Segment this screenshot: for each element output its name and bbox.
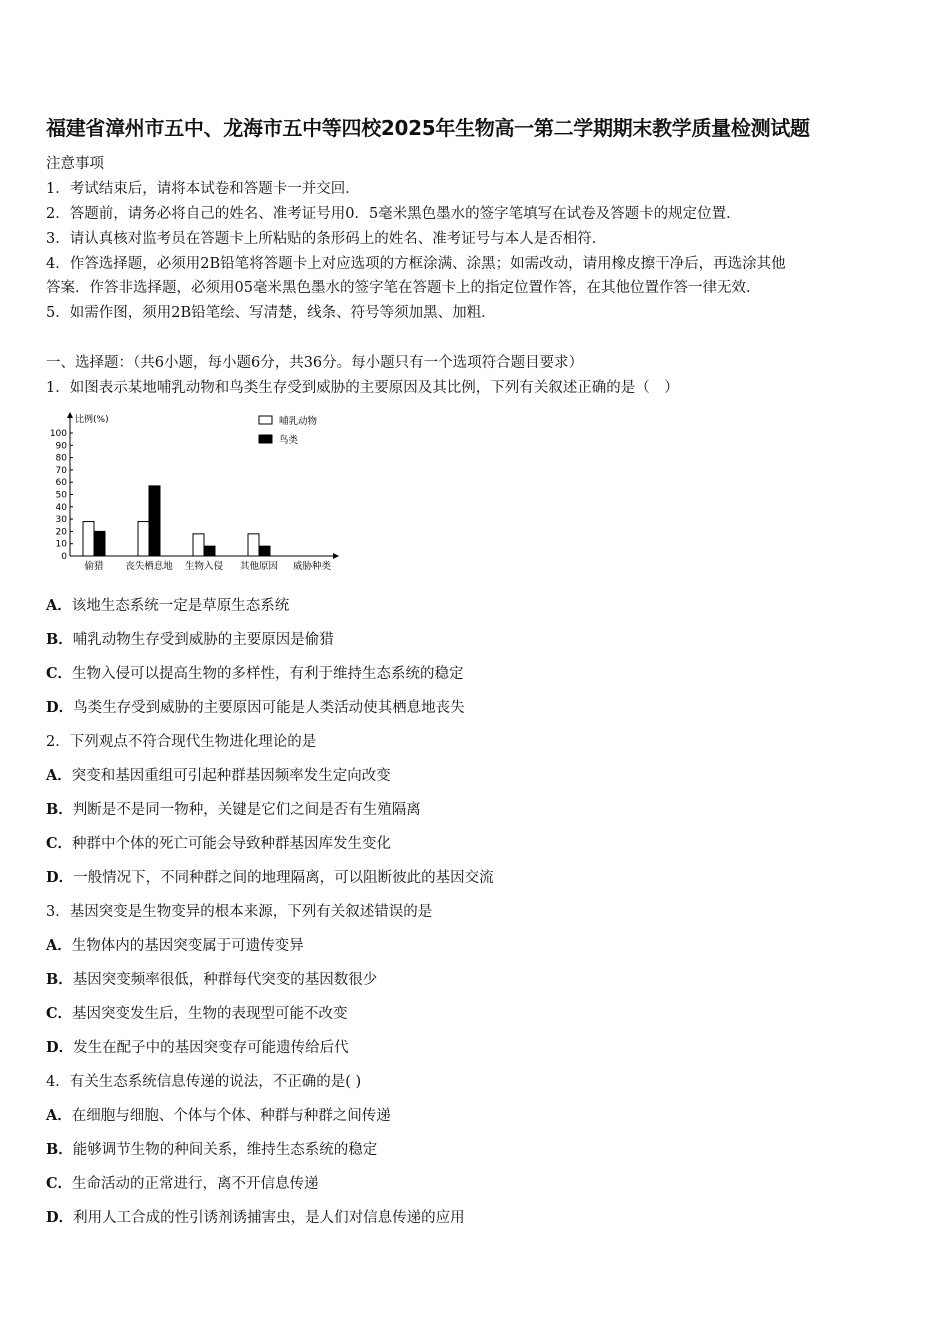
y-tick-label: 30	[55, 515, 67, 526]
option-text: 在细胞与细胞、个体与个体、种群与种群之间传递	[71, 1108, 391, 1124]
notice-item-4-cont: 答案．作答非选择题，必须用05毫米黑色墨水的签字笔在答题卡上的指定位置作答，在其他位置作答一律无效．	[46, 280, 761, 296]
q2-option-b[interactable]	[46, 798, 421, 819]
option-text: 判断是不是同一物种，关键是它们之间是否有生殖隔离	[72, 802, 421, 818]
x-tick-label: 偷猎	[84, 561, 104, 572]
option-text: 该地生态系统一定是草原生态系统	[71, 598, 290, 614]
option-letter: C．	[46, 1005, 73, 1022]
option-text: 哺乳动物生存受到威胁的主要原因是偷猎	[72, 632, 334, 648]
q4-option-b[interactable]	[46, 1138, 377, 1159]
q2-option-c[interactable]	[46, 832, 391, 853]
option-letter: C．	[46, 1175, 73, 1192]
bar-mammal	[83, 522, 94, 556]
x-axis-arrow	[333, 553, 339, 559]
option-text: 能够调节生物的种间关系，维持生态系统的稳定	[72, 1142, 378, 1158]
option-letter: D．	[46, 699, 74, 716]
bar-mammal	[138, 522, 149, 556]
page-title: 福建省漳州市五中、龙海市五中等四校2025年生物高一第二学期期末教学质量检测试题	[46, 116, 810, 140]
legend-swatch	[259, 416, 272, 424]
x-tick-label: 其他原因	[239, 561, 279, 572]
legend-label: 哺乳动物	[279, 416, 318, 427]
option-text: 利用人工合成的性引诱剂诱捕害虫，是人们对信息传递的应用	[73, 1210, 465, 1226]
question-4-stem: 4．有关生态系统信息传递的说法，不正确的是( )	[46, 1074, 362, 1090]
q3-option-b[interactable]	[46, 968, 377, 989]
section-heading: 一、选择题：（共6小题，每小题6分，共36分。每小题只有一个选项符合题目要求）	[46, 355, 584, 371]
q1-option-c[interactable]	[46, 662, 464, 683]
y-tick-label: 80	[55, 453, 67, 464]
bar-mammal	[193, 534, 204, 556]
q4-option-d[interactable]	[46, 1206, 465, 1227]
q4-option-c[interactable]	[46, 1172, 319, 1193]
option-text: 基因突变发生后，生物的表现型可能不改变	[72, 1006, 348, 1022]
bar-bird	[94, 531, 105, 556]
option-letter: D．	[46, 1039, 74, 1056]
bar-bird	[149, 486, 160, 556]
option-letter: D．	[46, 1209, 74, 1226]
option-letter: A．	[46, 1107, 72, 1124]
option-letter: B．	[46, 971, 73, 988]
x-tick-label: 生物入侵	[184, 561, 224, 572]
option-text: 鸟类生存受到威胁的主要原因可能是人类活动使其栖息地丧失	[73, 700, 465, 716]
question-3-stem: 3．基因突变是生物变异的根本来源，下列有关叙述错误的是	[46, 904, 433, 920]
x-axis-label: 威胁种类	[292, 561, 332, 572]
q3-option-d[interactable]	[46, 1036, 349, 1057]
option-text: 基因突变频率很低，种群每代突变的基因数很少	[72, 972, 378, 988]
option-text: 突变和基因重组可引起种群基因频率发生定向改变	[71, 768, 391, 784]
question-2-stem: 2．下列观点不符合现代生物进化理论的是	[46, 734, 317, 750]
q3-option-a[interactable]	[46, 934, 304, 955]
threat-bar-chart	[46, 408, 346, 578]
notice-item-4: 4．作答选择题，必须用2B铅笔将答题卡上对应选项的方框涂满、涂黑；如需改动，请用橡皮擦干净后，再选涂其他	[46, 256, 786, 272]
option-letter: D．	[46, 869, 74, 886]
option-letter: B．	[46, 631, 73, 648]
option-letter: B．	[46, 801, 73, 818]
y-tick-label: 20	[55, 527, 67, 538]
y-tick-label: 70	[55, 465, 67, 476]
q1-option-a[interactable]	[46, 594, 289, 615]
option-letter: B．	[46, 1141, 73, 1158]
notice-item-5: 5．如需作图，须用2B铅笔绘、写清楚，线条、符号等须加黑、加粗．	[46, 305, 496, 321]
y-tick-label: 0	[61, 552, 67, 562]
y-tick-label: 60	[55, 478, 67, 489]
option-text: 生物入侵可以提高生物的多样性，有利于维持生态系统的稳定	[72, 666, 464, 682]
notice-item-2: 2．答题前，请务必将自己的姓名、准考证号用0．5毫米黑色墨水的签字笔填写在试卷及答题卡的规定位置．	[46, 206, 741, 222]
option-letter: C．	[46, 665, 73, 682]
y-tick-label: 10	[55, 539, 67, 550]
question-1-stem: 1．如图表示某地哺乳动物和鸟类生存受到威胁的主要原因及其比例，下列有关叙述正确的是（ ）	[46, 380, 679, 396]
y-axis-label: 比例(%)	[75, 415, 109, 425]
q1-option-d[interactable]	[46, 696, 465, 717]
y-tick-label: 50	[55, 490, 67, 501]
y-tick-label: 100	[49, 429, 67, 439]
y-tick-label: 90	[55, 441, 67, 452]
q1-option-b[interactable]	[46, 628, 334, 649]
q2-option-a[interactable]	[46, 764, 391, 785]
option-text: 生命活动的正常进行，离不开信息传递	[72, 1176, 319, 1192]
bar-mammal	[248, 534, 259, 556]
option-text: 发生在配子中的基因突变存可能遗传给后代	[73, 1040, 349, 1056]
option-letter: C．	[46, 835, 73, 852]
notice-heading: 注意事项	[46, 156, 104, 172]
legend-swatch	[259, 435, 272, 443]
option-letter: A．	[46, 597, 72, 614]
q4-option-a[interactable]	[46, 1104, 391, 1125]
notice-item-3: 3．请认真核对监考员在答题卡上所粘贴的条形码上的姓名、准考证号与本人是否相符．	[46, 231, 607, 247]
option-text: 生物体内的基因突变属于可遗传变异	[71, 938, 304, 954]
option-text: 种群中个体的死亡可能会导致种群基因库发生变化	[72, 836, 392, 852]
x-tick-label: 丧失栖息地	[125, 561, 173, 572]
legend-label: 鸟类	[279, 435, 299, 446]
y-tick-label: 40	[55, 502, 67, 513]
option-letter: A．	[46, 937, 72, 954]
bar-bird	[259, 546, 270, 556]
q2-option-d[interactable]	[46, 866, 494, 887]
option-text: 一般情况下，不同种群之间的地理隔离，可以阻断彼此的基因交流	[73, 870, 494, 886]
y-axis-arrow	[67, 412, 73, 418]
notice-item-1: 1．考试结束后，请将本试卷和答题卡一并交回．	[46, 181, 360, 197]
bar-bird	[204, 546, 215, 556]
option-letter: A．	[46, 767, 72, 784]
q3-option-c[interactable]	[46, 1002, 348, 1023]
